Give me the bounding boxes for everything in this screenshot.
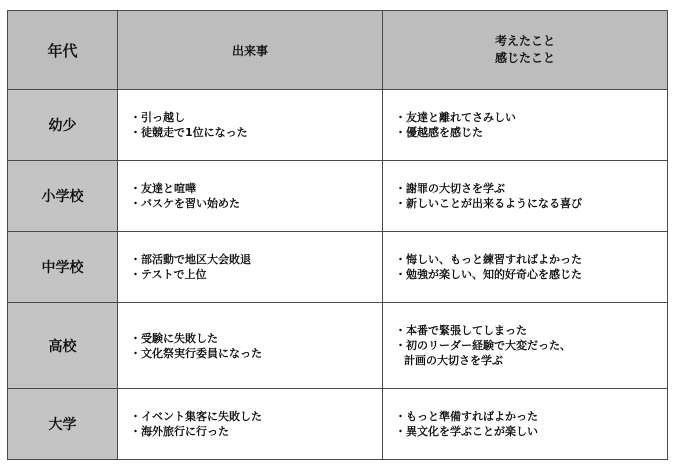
event-cell	[118, 389, 383, 460]
thought-cell	[383, 161, 668, 232]
event-item: ・文化祭実行委員になった	[130, 346, 262, 360]
header-thoughts-line-2: 感じたこと	[494, 51, 555, 65]
header-era: 年代	[8, 11, 118, 90]
event-cell	[118, 161, 383, 232]
thought-item: ・優越感を感じた	[395, 126, 483, 139]
event-item: ・テストで上位	[130, 268, 207, 281]
header-thoughts-line-1: 考えたこと	[494, 34, 555, 48]
era-cell: 中学校	[8, 232, 118, 303]
event-item: ・友達と喧嘩	[130, 182, 196, 195]
table-row	[8, 232, 668, 303]
event-item: ・引っ越し	[130, 111, 185, 124]
era-cell: 大学	[8, 389, 118, 460]
header-row	[8, 11, 668, 90]
header-event: 出来事	[118, 11, 383, 90]
reflection-table	[7, 10, 668, 460]
thought-item: ・勉強が楽しい、知的好奇心を感じた	[395, 268, 582, 281]
thought-item: ・本番で緊張してしまった	[395, 324, 527, 337]
era-cell: 小学校	[8, 161, 118, 232]
thought-cell	[383, 90, 668, 161]
thought-item: 計画の大切さを学ぶ	[404, 354, 503, 367]
thought-item: ・悔しい、もっと練習すればよかった	[395, 253, 582, 266]
event-item: ・海外旅行に行った	[130, 425, 229, 438]
thought-item: ・謝罪の大切さを学ぶ	[395, 182, 505, 195]
table-row	[8, 303, 668, 389]
event-item: ・受験に失敗した	[130, 331, 218, 345]
header-thoughts	[383, 11, 668, 90]
era-cell: 幼少	[8, 90, 118, 161]
thought-item: ・初のリーダー経験で大変だった、	[395, 339, 571, 352]
thought-cell	[383, 303, 668, 389]
thought-item: ・異文化を学ぶことが楽しい	[395, 425, 538, 438]
thought-cell	[383, 232, 668, 303]
thought-cell	[383, 389, 668, 460]
thought-item: ・友達と離れてさみしい	[395, 111, 516, 124]
table-row	[8, 90, 668, 161]
event-item: ・バスケを習い始めた	[130, 197, 240, 210]
thought-item: ・新しいことが出来るようになる喜び	[395, 197, 582, 210]
table-row	[8, 161, 668, 232]
event-cell	[118, 232, 383, 303]
event-item: ・イベント集客に失敗した	[130, 410, 262, 423]
event-item: ・徒競走で1位になった	[130, 126, 248, 139]
event-cell	[118, 303, 383, 389]
event-item: ・部活動で地区大会敗退	[130, 253, 251, 266]
event-cell	[118, 90, 383, 161]
era-cell: 高校	[8, 303, 118, 389]
table-row	[8, 389, 668, 460]
thought-item: ・もっと準備すればよかった	[395, 410, 538, 423]
